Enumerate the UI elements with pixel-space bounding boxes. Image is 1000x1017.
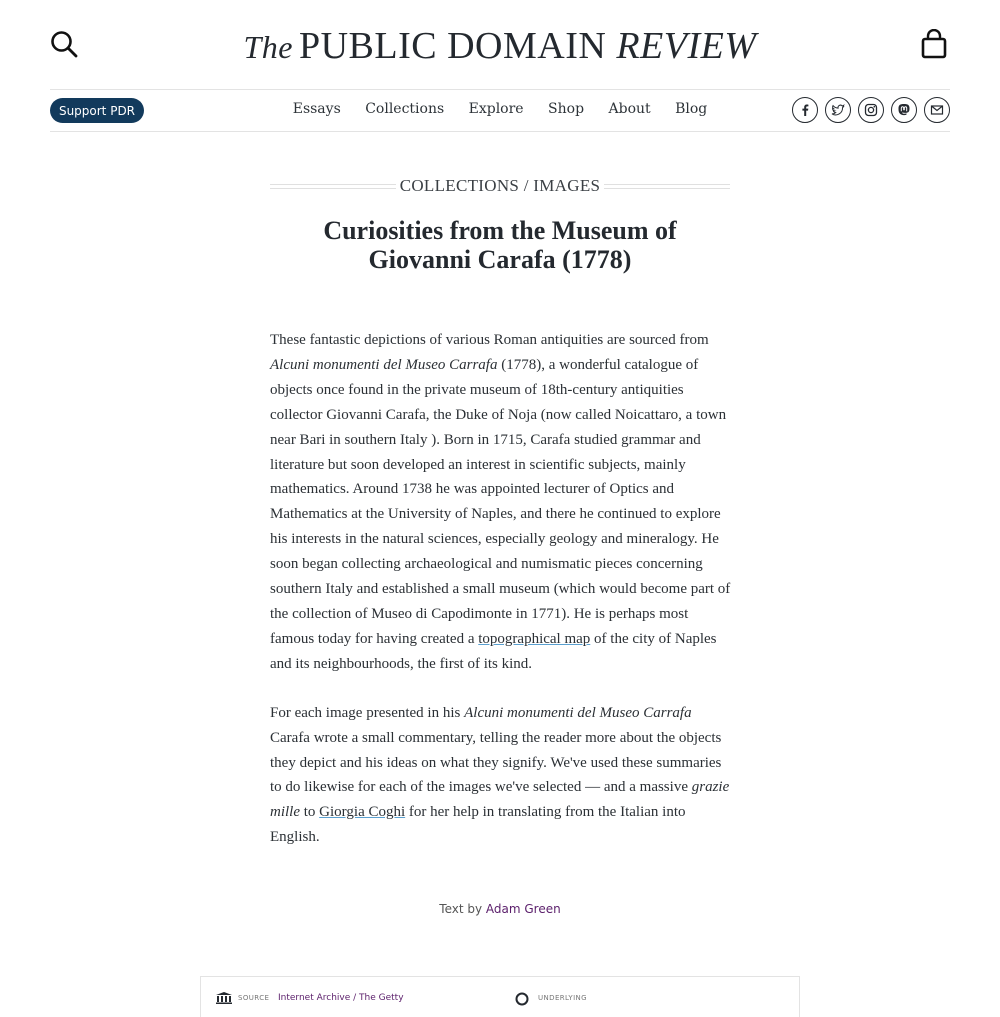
giorgia-coghi-link[interactable]: Giorgia Coghi xyxy=(319,804,406,821)
main-navigation xyxy=(50,89,950,132)
twitter-icon[interactable] xyxy=(825,97,851,123)
social-links xyxy=(792,97,950,123)
kicker-rule-right xyxy=(604,184,730,189)
p1-text-c: of the city of Naples and its neighbourhoods, the first of its kind. xyxy=(270,630,717,672)
mastodon-icon[interactable] xyxy=(891,97,917,123)
p2-text-d: for her help in translating from the Italian into English. xyxy=(270,804,686,846)
p2-book-title: Alcuni monumenti del Museo Carrafa xyxy=(464,704,692,721)
kicker-label[interactable]: COLLECTIONS / IMAGES xyxy=(399,176,601,195)
site-logo[interactable] xyxy=(0,24,1000,68)
logo-main: PUBLIC DOMAIN xyxy=(298,25,607,67)
site-header xyxy=(0,0,1000,90)
p1-text-b: (1778), a wonderful catalogue of objects once found in the private museum of 18th-century antiquities collector Giovanni Carafa, the Duke of Noja (now called Noicattaro, a town near Bari in southern Italy ). Born in 1715, Carafa studied grammar and literature but soon developed an interest in scientific subjects, mainly mathematics. Around 1738 he was appointed lecturer of Optics and Mathematics at the University of Naples, and there he continued to explore his interests in the natural sciences, especially geology and mineralogy. He soon began collecting archaeological and numismatic pieces concerning southern Italy and established a small museum (which would become part of the collection of Museo di Capodimonte in 1771). He is perhaps most famous today for having created a xyxy=(270,356,731,647)
p2-text-a: For each image presented in his xyxy=(270,704,465,721)
author-credit xyxy=(0,902,1000,916)
source-info-box xyxy=(200,976,800,1017)
topographical-map-link[interactable]: topographical map xyxy=(478,630,591,647)
author-link[interactable]: Adam Green xyxy=(485,902,561,916)
p2-text-c: to xyxy=(300,804,320,821)
paragraph-1 xyxy=(270,328,732,677)
facebook-icon[interactable] xyxy=(792,97,818,123)
article-title: Curiosities from the Museum of Giovanni Carafa (1778) xyxy=(323,216,677,274)
nav-link-blog[interactable]: Blog xyxy=(675,101,708,117)
article-body xyxy=(270,328,732,874)
email-icon[interactable] xyxy=(924,97,950,123)
p2-grazie-mille: grazie mille xyxy=(270,779,730,821)
paragraph-2 xyxy=(270,701,732,850)
instagram-icon[interactable] xyxy=(858,97,884,123)
nav-link-collections[interactable]: Collections xyxy=(365,101,445,117)
credit-prefix: Text by xyxy=(439,902,486,916)
p1-book-title: Alcuni monumenti del Museo Carrafa xyxy=(270,356,498,373)
public-domain-icon xyxy=(515,992,529,1006)
institution-icon xyxy=(215,992,233,1004)
logo-the: The xyxy=(243,29,293,65)
source-label: SOURCE xyxy=(238,994,270,1002)
nav-link-explore[interactable]: Explore xyxy=(468,101,524,117)
p1-text-a: These fantastic depictions of various Roman antiquities are sourced from xyxy=(270,332,709,348)
shopping-bag-icon[interactable] xyxy=(919,29,949,59)
nav-link-about[interactable]: About xyxy=(608,101,651,117)
underlying-label: UNDERLYING xyxy=(538,994,588,1002)
nav-link-shop[interactable]: Shop xyxy=(548,101,585,117)
support-pdr-button[interactable]: Support PDR xyxy=(50,98,144,123)
logo-review: REVIEW xyxy=(616,25,757,67)
category-kicker xyxy=(270,176,730,196)
source-link[interactable]: Internet Archive / The Getty xyxy=(278,993,404,1003)
nav-link-essays[interactable]: Essays xyxy=(292,101,341,117)
p2-text-b: Carafa wrote a small commentary, telling the reader more about the objects they depict and his ideas on what they signify. We've used these summaries to do likewise for each of the images we've selected — and a massive xyxy=(270,729,722,796)
